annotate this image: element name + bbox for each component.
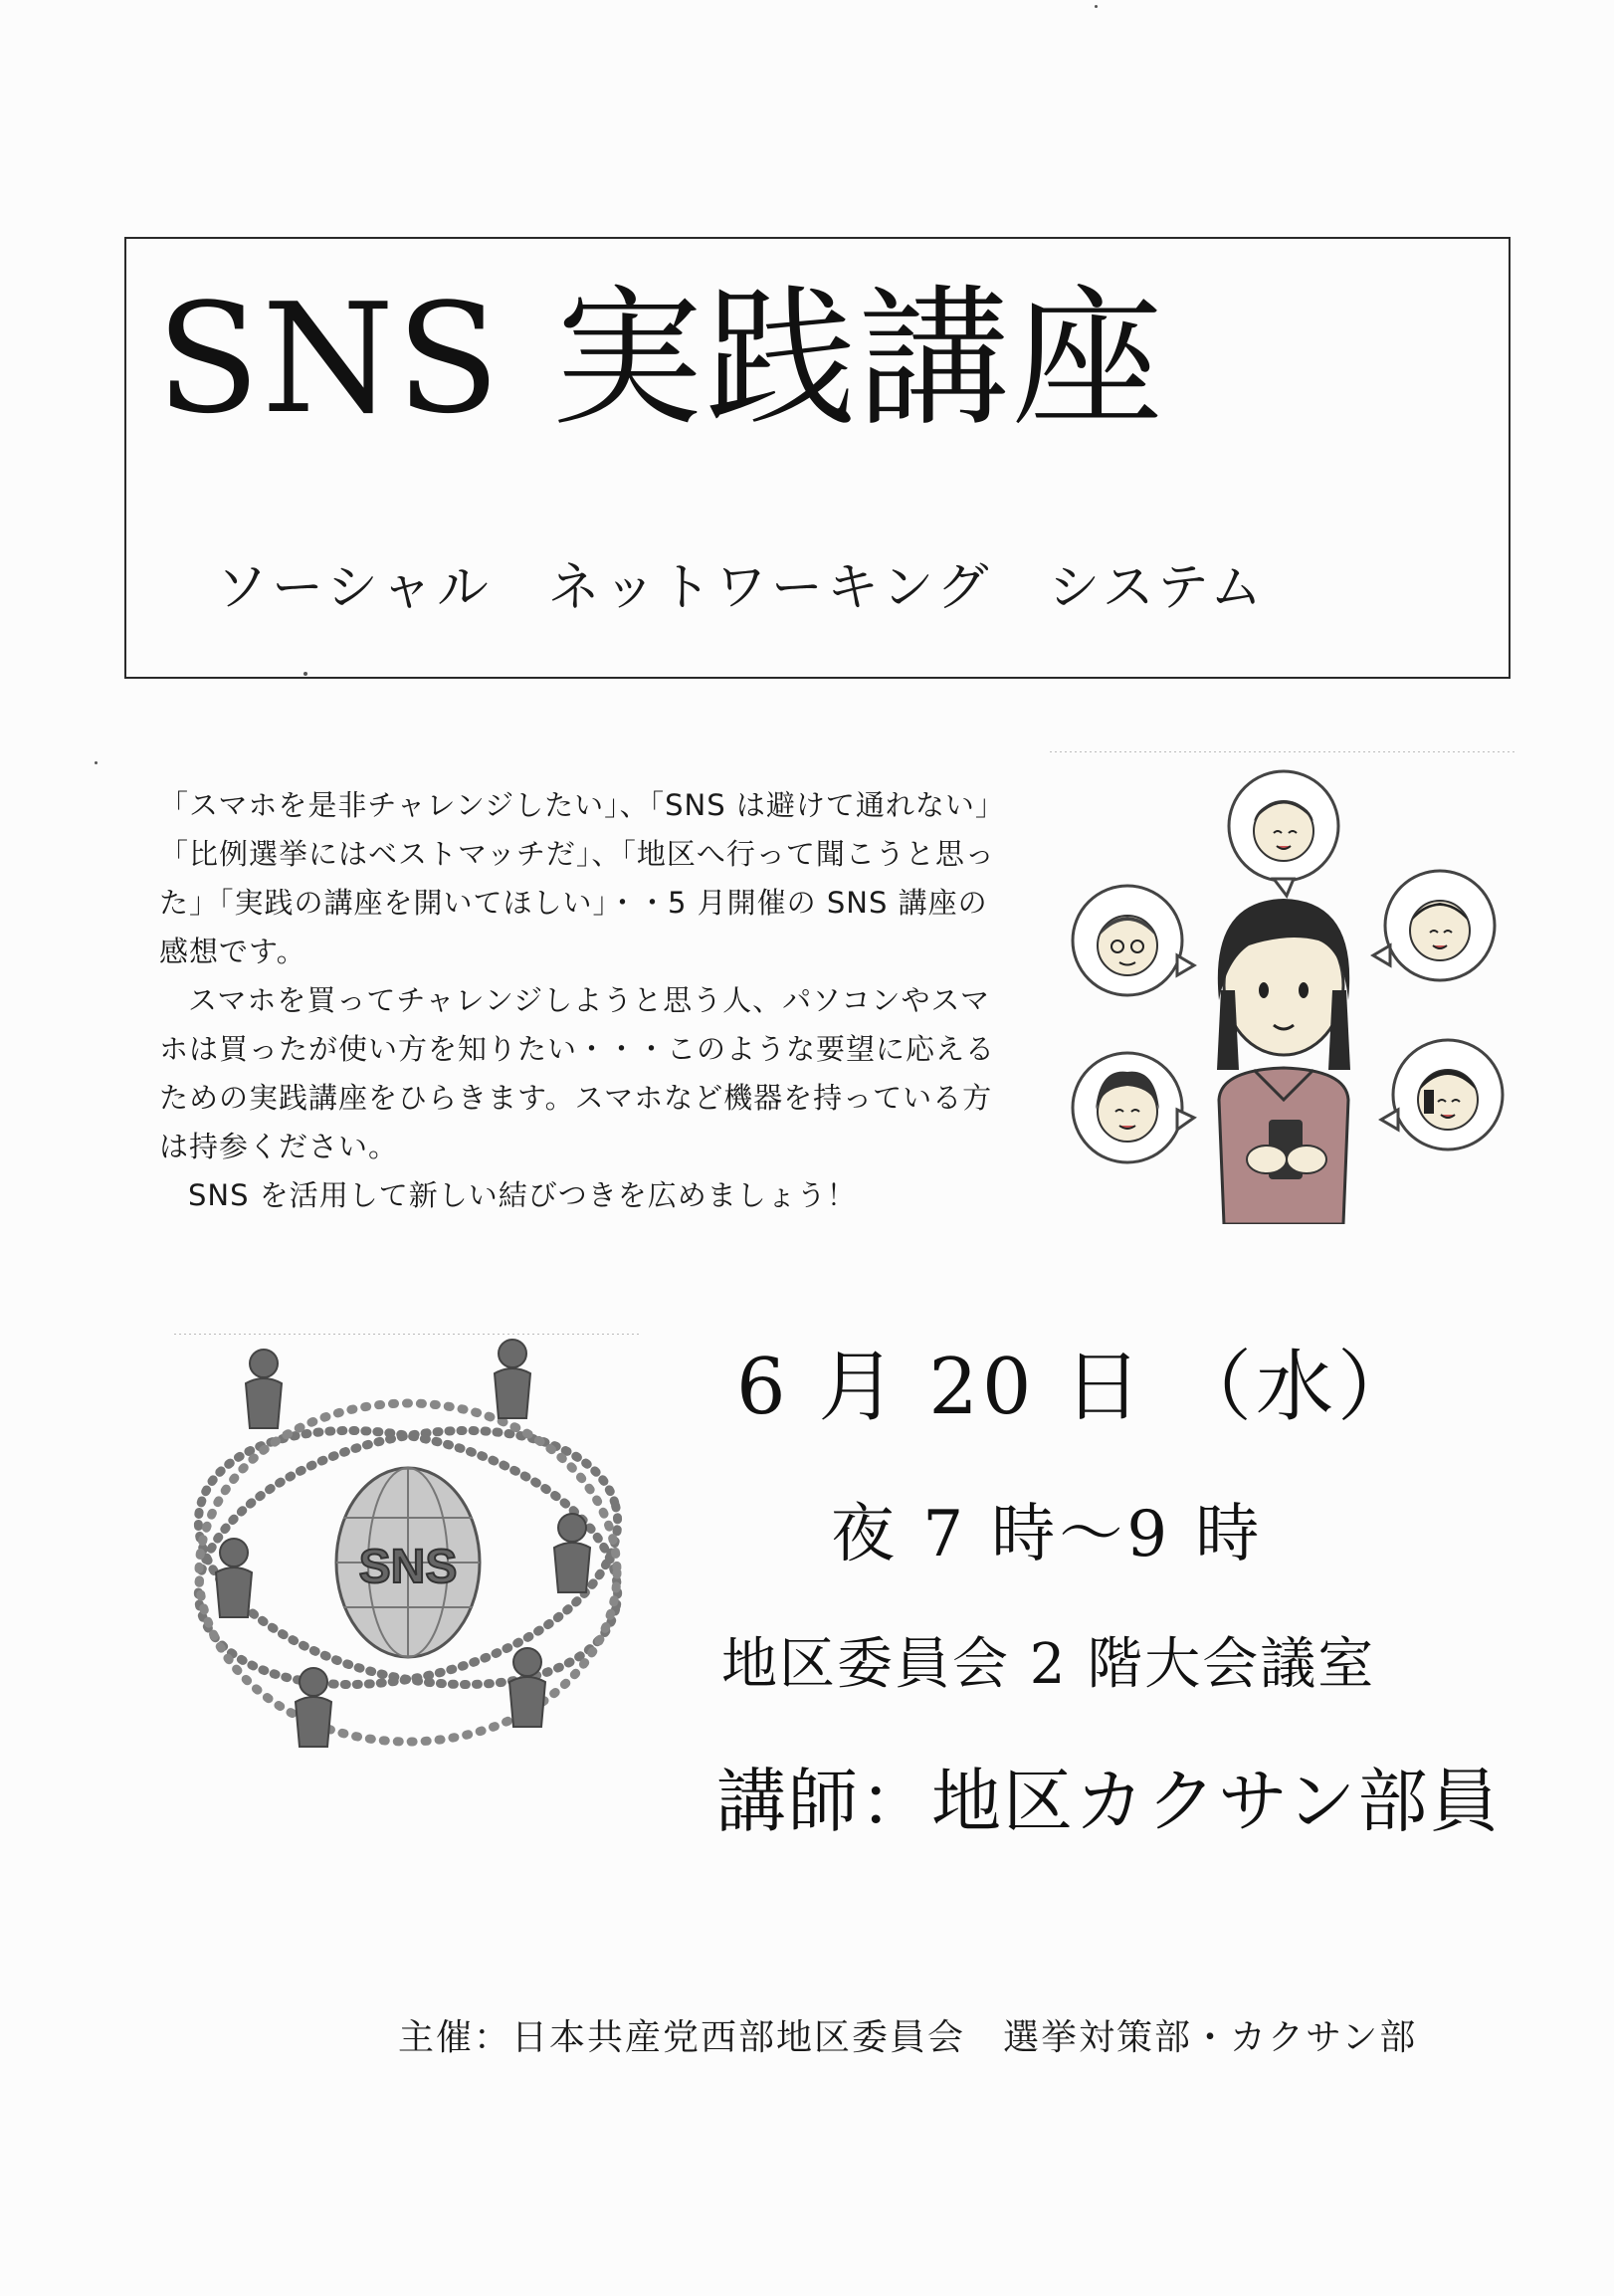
speech-bubble-left <box>1073 886 1194 995</box>
woman-with-phone <box>1217 899 1350 1224</box>
globe-label: SNS <box>358 1541 458 1593</box>
speech-bubble-bottom-right <box>1381 1040 1503 1149</box>
person-figure <box>246 1350 282 1428</box>
speech-bubble-right-top <box>1373 871 1495 980</box>
person-figure <box>509 1648 545 1727</box>
person-figure <box>495 1340 530 1418</box>
person-figure <box>216 1539 252 1617</box>
organizer-line: 主催：日本共産党西部地区委員会 選挙対策部・カクサン部 <box>398 2017 1418 2058</box>
title-box <box>124 237 1511 679</box>
event-lecturer: 講師：地区カクサン部員 <box>716 1761 1502 1842</box>
speech-bubble-bottom-left <box>1073 1053 1194 1162</box>
scan-speck <box>1095 5 1098 8</box>
intro-paragraph-3: SNS を活用して新しい結びつきを広めましょう！ <box>188 1178 857 1212</box>
person-figure <box>554 1514 590 1592</box>
event-time: 夜 7 時～9 時 <box>831 1498 1264 1571</box>
intro-text <box>159 781 1015 1220</box>
scan-speck <box>303 672 307 676</box>
person-figure <box>296 1668 331 1747</box>
event-date: 6 月 20 日 （水） <box>736 1343 1420 1432</box>
intro-paragraph-1: 「スマホを是非チャレンジしたい」、「SNS は避けて通れない」「比例選挙にはベストマッチだ」、「地区へ行って聞こうと思った」「実践の講座を開いてほしい」・・5 月開催の SNS 講座の感想です。 <box>159 788 1005 968</box>
page-title: SNS 実践講座 <box>156 271 1165 447</box>
sns-network-illustration <box>174 1334 642 1781</box>
speech-bubble-top <box>1229 771 1338 896</box>
sns-globe <box>336 1468 480 1657</box>
event-venue: 地区委員会 2 階大会議室 <box>721 1632 1376 1697</box>
scan-speck <box>95 761 98 764</box>
chat-people-illustration <box>1050 751 1517 1224</box>
intro-paragraph-2: スマホを買ってチャレンジしようと思う人、パソコンやスマホは買ったが使い方を知りたい・・・このような要望に応えるための実践講座をひらきます。スマホなど機器を持っている方は持参ください。 <box>159 983 996 1163</box>
page-subtitle: ソーシャル ネットワーキング システム <box>216 558 1267 618</box>
